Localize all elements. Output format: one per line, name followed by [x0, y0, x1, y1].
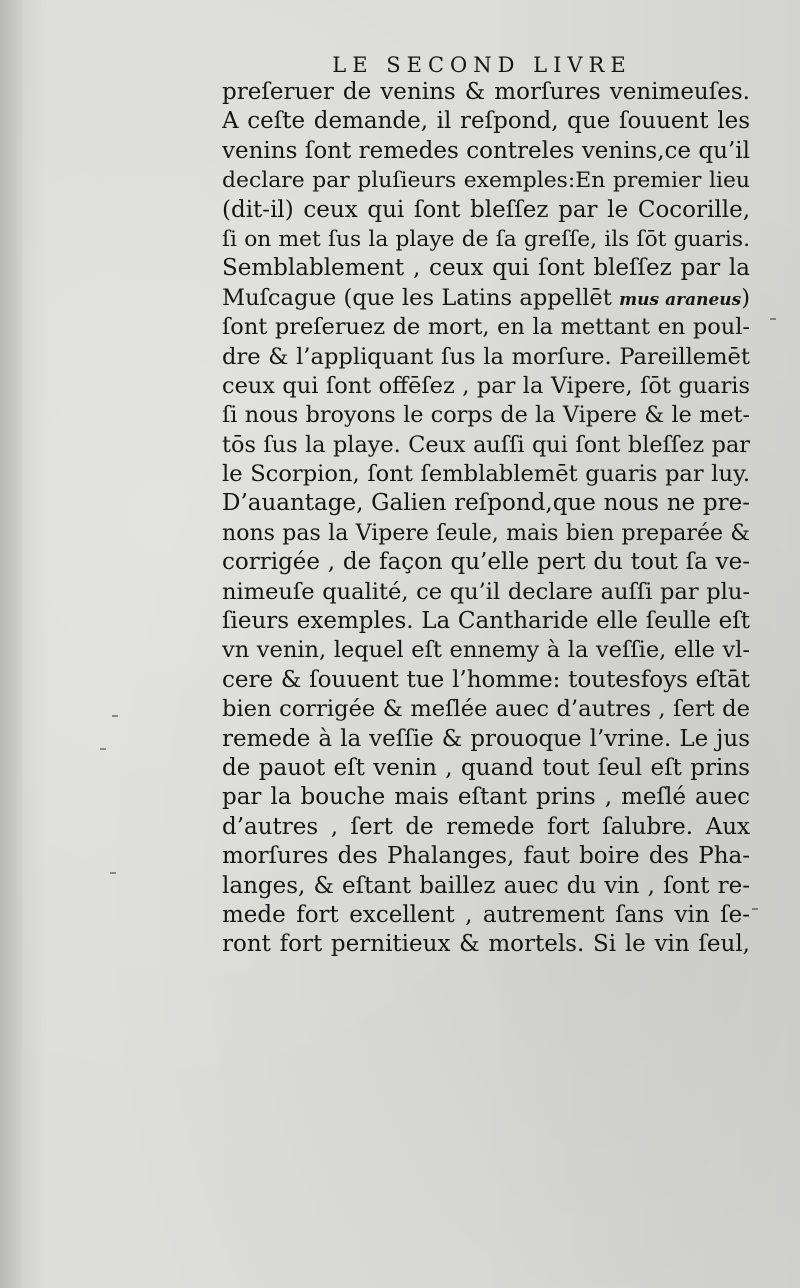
- latin-term: mus araneus: [619, 289, 742, 310]
- text-line: mede fort excellent , autrement ſans vin ſe-: [222, 901, 750, 928]
- text-line: vn venin, lequel eſt ennemy à la veſſie, elle vl-: [222, 637, 750, 664]
- text-line: D’auantage, Galien reſpond,que nous ne pre-: [222, 490, 750, 517]
- body-text: [222, 78, 750, 960]
- text-line-start: Muſcague (que les Latins appellēt: [222, 284, 620, 311]
- text-line: ſont preſeruez de mort, en la mettant en poul-: [222, 314, 750, 341]
- bleed-through-mark: [752, 908, 758, 910]
- bleed-through-mark: [110, 872, 116, 874]
- text-line-with-italic: [222, 284, 750, 313]
- text-line: ceux qui ſont offēſez , par la Vipere, ſōt guaris: [222, 372, 750, 399]
- page-gutter: [0, 0, 22, 1288]
- text-line: langes, & eſtant baillez auec du vin , ſont re-: [222, 872, 750, 899]
- text-line: Semblablement , ceux qui ſont bleſſez par la: [222, 255, 750, 282]
- text-line: ſi on met ſus la playe de ſa greſſe, ils ſōt guaris.: [222, 226, 750, 252]
- text-line: cere & ſouuent tue l’homme: toutesfoys eſtāt: [222, 666, 750, 693]
- text-line: A ceſte demande, il reſpond, que ſouuent les: [222, 108, 750, 135]
- text-line: bien corrigée & meſlée auec d’autres , ſert de: [222, 696, 750, 723]
- text-line-end: ): [741, 284, 750, 311]
- bleed-through-mark: [112, 715, 118, 717]
- text-line: preſeruer de venins & morſures venimeuſes.: [222, 79, 750, 105]
- text-line: ront fort pernitieux & mortels. Si le vin ſeul,: [222, 931, 750, 958]
- text-line: de pauot eſt venin , quand tout ſeul eſt prins: [222, 754, 750, 781]
- text-line: corrigée , de façon qu’elle pert du tout ſa ve-: [222, 549, 750, 576]
- running-head: LE SECOND LIVRE: [332, 53, 632, 77]
- text-line: declare par pluſieurs exemples:En premier lieu: [222, 168, 750, 194]
- text-line: nimeuſe qualité, ce qu’il declare auſſi par plu-: [222, 578, 750, 605]
- text-line: dre & l’appliquant ſus la morſure. Pareillemēt: [222, 343, 750, 370]
- text-line: tōs ſus la playe. Ceux auſſi qui ſont bleſſez par: [222, 431, 750, 458]
- text-line: ſi nous broyons le corps de la Vipere & le met-: [222, 402, 750, 429]
- text-line: (dit-il) ceux qui ſont bleſſez par le Cocorille,: [222, 196, 750, 223]
- text-line: morſures des Phalanges, faut boire des Pha-: [222, 843, 750, 870]
- text-line: par la bouche mais eſtant prins , meſlé auec: [222, 784, 750, 811]
- bleed-through-mark: [100, 748, 106, 750]
- bleed-through-mark: [770, 318, 776, 320]
- text-line: le Scorpion, ſont ſemblablemēt guaris par luy.: [222, 461, 750, 488]
- text-line: d’autres , ſert de remede fort ſalubre. Aux: [222, 813, 750, 840]
- text-line: remede à la veſſie & prouoque l’vrine. Le jus: [222, 725, 750, 752]
- text-line: venins ſont remedes contreles venins,ce qu’il: [222, 137, 750, 164]
- text-line: nons pas la Vipere ſeule, mais bien preparée &: [222, 520, 750, 546]
- text-line: ſieurs exemples. La Cantharide elle ſeulle eſt: [222, 608, 750, 635]
